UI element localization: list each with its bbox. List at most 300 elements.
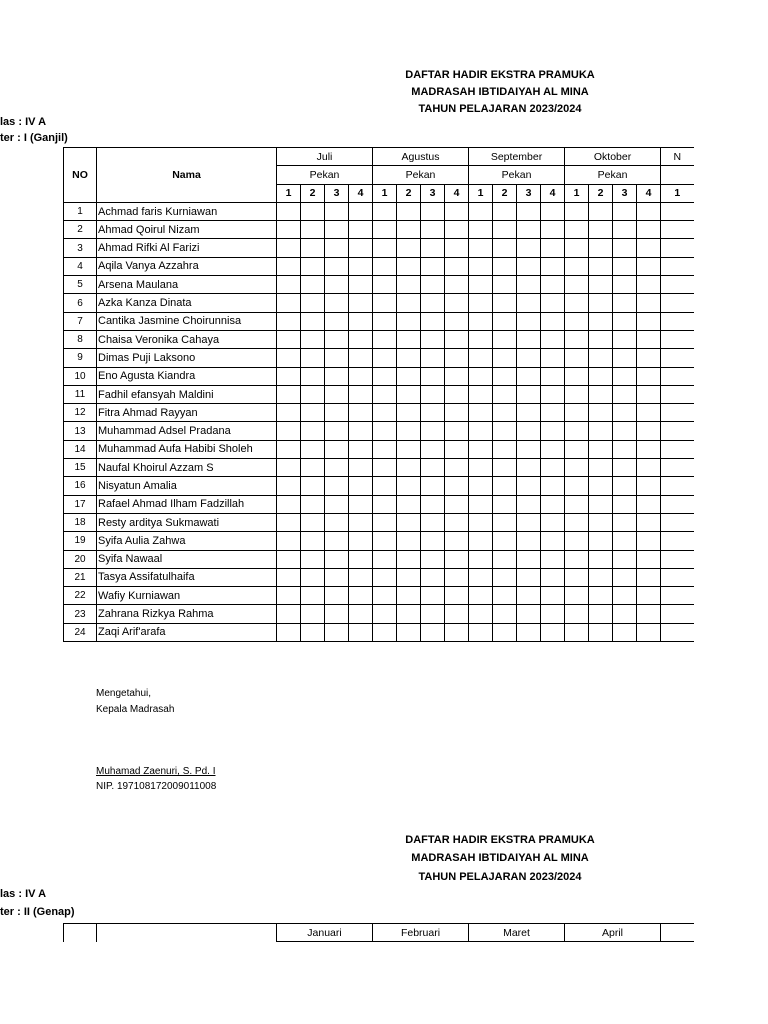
student-number: 6 <box>64 294 97 312</box>
table-row <box>64 276 694 294</box>
student-name: Eno Agusta Kiandra <box>97 367 277 385</box>
document-title-line-2: MADRASAH IBTIDAIYAH AL MINA <box>411 86 589 98</box>
attendance-cell <box>301 495 325 513</box>
table-row <box>64 623 694 641</box>
attendance-cell <box>445 294 469 312</box>
attendance-table <box>63 147 694 642</box>
attendance-cell <box>661 477 694 495</box>
student-number: 4 <box>64 257 97 275</box>
attendance-cell <box>541 312 565 330</box>
table-row <box>64 440 694 458</box>
attendance-cell <box>301 477 325 495</box>
attendance-cell <box>469 587 493 605</box>
student-number: 17 <box>64 495 97 513</box>
table-row <box>64 367 694 385</box>
attendance-cell <box>397 422 421 440</box>
attendance-cell <box>589 422 613 440</box>
attendance-cell <box>373 532 397 550</box>
attendance-cell <box>421 587 445 605</box>
attendance-cell <box>325 404 349 422</box>
student-number: 19 <box>64 532 97 550</box>
attendance-cell <box>277 312 301 330</box>
attendance-cell <box>565 550 589 568</box>
attendance-cell <box>325 257 349 275</box>
attendance-cell <box>637 440 661 458</box>
attendance-cell <box>421 459 445 477</box>
attendance-cell <box>301 239 325 257</box>
attendance-cell <box>541 202 565 220</box>
attendance-cell <box>373 385 397 403</box>
attendance-cell <box>565 349 589 367</box>
attendance-cell <box>541 422 565 440</box>
week-number: 1 <box>565 184 589 202</box>
attendance-cell <box>325 276 349 294</box>
student-number: 23 <box>64 605 97 623</box>
attendance-cell <box>469 276 493 294</box>
attendance-cell <box>373 349 397 367</box>
student-name: Nisyatun Amalia <box>97 477 277 495</box>
attendance-cell <box>613 312 637 330</box>
attendance-cell <box>349 221 373 239</box>
attendance-cell <box>565 422 589 440</box>
attendance-cell <box>517 312 541 330</box>
attendance-cell <box>469 385 493 403</box>
table-row <box>64 257 694 275</box>
attendance-cell <box>541 367 565 385</box>
attendance-cell <box>469 422 493 440</box>
attendance-cell <box>421 385 445 403</box>
week-number: 4 <box>637 184 661 202</box>
attendance-cell <box>325 623 349 641</box>
attendance-cell <box>637 276 661 294</box>
attendance-cell <box>445 623 469 641</box>
attendance-cell <box>349 440 373 458</box>
attendance-cell <box>589 550 613 568</box>
attendance-cell <box>301 623 325 641</box>
attendance-cell <box>565 623 589 641</box>
student-name: Wafiy Kurniawan <box>97 587 277 605</box>
attendance-cell <box>613 605 637 623</box>
attendance-cell <box>421 202 445 220</box>
attendance-cell <box>565 239 589 257</box>
attendance-cell <box>493 605 517 623</box>
col-header-nama <box>97 924 277 942</box>
attendance-cell <box>301 385 325 403</box>
attendance-cell <box>493 385 517 403</box>
attendance-cell <box>661 349 694 367</box>
attendance-cell <box>445 440 469 458</box>
attendance-cell <box>565 294 589 312</box>
document-title-line-1: DAFTAR HADIR EKSTRA PRAMUKA <box>405 834 595 846</box>
attendance-cell <box>589 294 613 312</box>
attendance-cell <box>565 404 589 422</box>
attendance-cell <box>637 605 661 623</box>
attendance-cell <box>277 221 301 239</box>
col-header-no <box>64 924 97 942</box>
attendance-cell <box>517 349 541 367</box>
attendance-cell <box>445 385 469 403</box>
student-name: Syifa Nawaal <box>97 550 277 568</box>
attendance-cell <box>349 404 373 422</box>
attendance-cell <box>661 404 694 422</box>
attendance-cell <box>613 568 637 586</box>
attendance-cell <box>301 568 325 586</box>
week-number: 4 <box>541 184 565 202</box>
attendance-cell <box>517 385 541 403</box>
attendance-cell <box>301 404 325 422</box>
attendance-cell <box>517 404 541 422</box>
attendance-cell <box>445 349 469 367</box>
attendance-cell <box>493 257 517 275</box>
attendance-cell <box>517 587 541 605</box>
attendance-cell <box>493 239 517 257</box>
attendance-cell <box>349 605 373 623</box>
attendance-cell <box>421 404 445 422</box>
student-name: Muhammad Aufa Habibi Sholeh <box>97 440 277 458</box>
attendance-cell <box>493 422 517 440</box>
attendance-cell <box>349 294 373 312</box>
attendance-cell <box>277 440 301 458</box>
attendance-cell <box>301 550 325 568</box>
student-name: Rafael Ahmad Ilham Fadzillah <box>97 495 277 513</box>
attendance-cell <box>517 330 541 348</box>
attendance-cell <box>565 587 589 605</box>
semester-label: ter : I (Ganjil) <box>0 132 68 144</box>
attendance-cell <box>565 605 589 623</box>
attendance-cell <box>397 587 421 605</box>
student-number: 1 <box>64 202 97 220</box>
table-row <box>64 385 694 403</box>
attendance-cell <box>493 587 517 605</box>
attendance-cell <box>277 385 301 403</box>
attendance-cell <box>517 477 541 495</box>
attendance-cell <box>541 294 565 312</box>
attendance-cell <box>397 404 421 422</box>
attendance-cell <box>445 257 469 275</box>
attendance-cell <box>397 385 421 403</box>
student-name: Tasya Assifatulhaifa <box>97 568 277 586</box>
attendance-cell <box>325 294 349 312</box>
attendance-cell <box>589 257 613 275</box>
pekan-label: Pekan <box>469 166 565 184</box>
attendance-cell <box>301 605 325 623</box>
attendance-cell <box>565 532 589 550</box>
attendance-cell <box>661 330 694 348</box>
attendance-cell <box>349 513 373 531</box>
attendance-cell <box>277 459 301 477</box>
attendance-cell <box>397 459 421 477</box>
attendance-cell <box>349 330 373 348</box>
attendance-cell <box>589 568 613 586</box>
attendance-cell <box>421 349 445 367</box>
attendance-cell <box>373 330 397 348</box>
attendance-cell <box>661 385 694 403</box>
attendance-cell <box>517 221 541 239</box>
attendance-cell <box>589 221 613 239</box>
attendance-cell <box>589 495 613 513</box>
student-name: Aqila Vanya Azzahra <box>97 257 277 275</box>
attendance-cell <box>445 605 469 623</box>
table-row <box>64 404 694 422</box>
attendance-cell <box>637 202 661 220</box>
attendance-cell <box>637 532 661 550</box>
attendance-cell <box>301 367 325 385</box>
attendance-cell <box>517 623 541 641</box>
student-number: 16 <box>64 477 97 495</box>
attendance-cell <box>373 202 397 220</box>
attendance-cell <box>493 221 517 239</box>
attendance-cell <box>349 276 373 294</box>
attendance-cell <box>373 550 397 568</box>
attendance-cell <box>349 568 373 586</box>
attendance-cell <box>541 587 565 605</box>
week-number: 3 <box>325 184 349 202</box>
attendance-cell <box>637 312 661 330</box>
attendance-cell <box>637 568 661 586</box>
attendance-cell <box>445 550 469 568</box>
attendance-cell <box>277 568 301 586</box>
attendance-cell <box>589 276 613 294</box>
table-row <box>64 587 694 605</box>
attendance-cell <box>325 330 349 348</box>
attendance-cell <box>349 550 373 568</box>
attendance-cell <box>349 349 373 367</box>
attendance-cell <box>469 477 493 495</box>
attendance-cell <box>493 349 517 367</box>
attendance-cell <box>565 568 589 586</box>
attendance-cell <box>613 623 637 641</box>
attendance-cell <box>277 349 301 367</box>
month-september: September <box>469 148 565 166</box>
student-name: Achmad faris Kurniawan <box>97 202 277 220</box>
attendance-cell <box>493 623 517 641</box>
attendance-cell <box>469 257 493 275</box>
attendance-cell <box>589 459 613 477</box>
attendance-cell <box>277 495 301 513</box>
attendance-cell <box>637 330 661 348</box>
week-number: 2 <box>301 184 325 202</box>
attendance-cell <box>325 202 349 220</box>
attendance-cell <box>325 312 349 330</box>
student-name: Zahrana Rizkya Rahma <box>97 605 277 623</box>
attendance-cell <box>421 477 445 495</box>
attendance-cell <box>541 239 565 257</box>
attendance-cell <box>589 477 613 495</box>
attendance-cell <box>565 495 589 513</box>
attendance-cell <box>445 330 469 348</box>
attendance-cell <box>493 202 517 220</box>
attendance-cell <box>421 495 445 513</box>
acknowledged-label: Mengetahui, <box>96 688 152 699</box>
attendance-cell <box>565 202 589 220</box>
student-name: Zaqi Arif'arafa <box>97 623 277 641</box>
attendance-cell <box>469 459 493 477</box>
attendance-cell <box>397 477 421 495</box>
attendance-cell <box>325 385 349 403</box>
attendance-cell <box>445 513 469 531</box>
attendance-cell <box>637 422 661 440</box>
attendance-cell <box>325 459 349 477</box>
attendance-cell <box>373 221 397 239</box>
attendance-cell <box>541 568 565 586</box>
semester-label: ter : II (Genap) <box>0 906 75 918</box>
student-name: Arsena Maulana <box>97 276 277 294</box>
attendance-cell <box>493 532 517 550</box>
attendance-cell <box>469 550 493 568</box>
attendance-cell <box>613 349 637 367</box>
document-title-line-3: TAHUN PELAJARAN 2023/2024 <box>418 871 582 883</box>
week-number: 3 <box>517 184 541 202</box>
attendance-cell <box>613 385 637 403</box>
document-title-line-1: DAFTAR HADIR EKSTRA PRAMUKA <box>405 69 595 81</box>
attendance-cell <box>301 459 325 477</box>
attendance-cell <box>397 513 421 531</box>
student-number: 5 <box>64 276 97 294</box>
attendance-cell <box>301 221 325 239</box>
attendance-cell <box>589 623 613 641</box>
attendance-cell <box>397 367 421 385</box>
attendance-cell <box>277 422 301 440</box>
student-name: Ahmad Qoirul Nizam <box>97 221 277 239</box>
attendance-cell <box>565 276 589 294</box>
attendance-cell <box>517 422 541 440</box>
attendance-cell <box>469 239 493 257</box>
student-number: 18 <box>64 513 97 531</box>
attendance-cell <box>349 587 373 605</box>
week-number: 2 <box>397 184 421 202</box>
attendance-cell <box>397 349 421 367</box>
attendance-cell <box>613 422 637 440</box>
attendance-cell <box>469 330 493 348</box>
week-number: 3 <box>421 184 445 202</box>
table-row <box>64 294 694 312</box>
table-row <box>64 202 694 220</box>
attendance-cell <box>661 422 694 440</box>
attendance-cell <box>421 221 445 239</box>
attendance-cell <box>349 385 373 403</box>
document-title-line-3: TAHUN PELAJARAN 2023/2024 <box>418 103 582 115</box>
attendance-cell <box>517 202 541 220</box>
attendance-cell <box>445 568 469 586</box>
attendance-cell <box>541 257 565 275</box>
attendance-cell <box>661 367 694 385</box>
pekan-label: Pekan <box>277 166 373 184</box>
attendance-cell <box>469 367 493 385</box>
attendance-cell <box>517 495 541 513</box>
month-juli: Juli <box>277 148 373 166</box>
attendance-cell <box>541 221 565 239</box>
attendance-cell <box>589 367 613 385</box>
attendance-cell <box>373 422 397 440</box>
attendance-cell <box>277 550 301 568</box>
attendance-cell <box>397 440 421 458</box>
attendance-cell <box>301 330 325 348</box>
attendance-cell <box>277 587 301 605</box>
attendance-cell <box>301 257 325 275</box>
attendance-cell <box>397 623 421 641</box>
attendance-cell <box>517 239 541 257</box>
attendance-cell <box>661 221 694 239</box>
attendance-cell <box>637 385 661 403</box>
student-number: 20 <box>64 550 97 568</box>
attendance-cell <box>277 477 301 495</box>
attendance-cell <box>637 367 661 385</box>
month-maret: Maret <box>469 924 565 942</box>
attendance-cell <box>565 257 589 275</box>
attendance-cell <box>493 440 517 458</box>
attendance-cell <box>301 276 325 294</box>
attendance-cell <box>421 513 445 531</box>
attendance-cell <box>637 495 661 513</box>
attendance-cell <box>301 294 325 312</box>
attendance-cell <box>493 550 517 568</box>
attendance-cell <box>373 404 397 422</box>
attendance-cell <box>301 422 325 440</box>
attendance-cell <box>349 257 373 275</box>
student-name: Muhammad Adsel Pradana <box>97 422 277 440</box>
attendance-cell <box>517 294 541 312</box>
attendance-cell <box>541 477 565 495</box>
attendance-cell <box>493 367 517 385</box>
attendance-cell <box>373 495 397 513</box>
attendance-cell <box>301 513 325 531</box>
table-row <box>64 568 694 586</box>
month-agustus: Agustus <box>373 148 469 166</box>
attendance-cell <box>421 605 445 623</box>
attendance-cell <box>637 477 661 495</box>
attendance-cell <box>613 532 637 550</box>
attendance-cell <box>421 257 445 275</box>
attendance-cell <box>469 202 493 220</box>
col-header-nama: Nama <box>97 148 277 203</box>
attendance-cell <box>445 367 469 385</box>
table-row <box>64 459 694 477</box>
attendance-cell <box>301 440 325 458</box>
attendance-cell <box>565 330 589 348</box>
attendance-cell <box>325 513 349 531</box>
attendance-cell <box>589 239 613 257</box>
attendance-cell <box>661 568 694 586</box>
attendance-cell <box>277 330 301 348</box>
table-row <box>64 349 694 367</box>
table-row <box>64 477 694 495</box>
attendance-cell <box>277 367 301 385</box>
attendance-cell <box>373 367 397 385</box>
attendance-cell <box>613 513 637 531</box>
attendance-cell <box>637 294 661 312</box>
attendance-cell <box>445 532 469 550</box>
month-truncated: N <box>661 148 694 166</box>
attendance-cell <box>421 422 445 440</box>
student-name: Naufal Khoirul Azzam S <box>97 459 277 477</box>
attendance-cell <box>469 568 493 586</box>
attendance-cell <box>613 587 637 605</box>
attendance-cell <box>325 550 349 568</box>
col-header-no: NO <box>64 148 97 203</box>
attendance-cell <box>493 513 517 531</box>
attendance-cell <box>397 202 421 220</box>
month-februari: Februari <box>373 924 469 942</box>
attendance-cell <box>589 202 613 220</box>
attendance-cell <box>445 477 469 495</box>
attendance-cell <box>277 513 301 531</box>
attendance-cell <box>325 221 349 239</box>
student-number: 15 <box>64 459 97 477</box>
attendance-cell <box>421 276 445 294</box>
attendance-cell <box>565 477 589 495</box>
student-name: Syifa Aulia Zahwa <box>97 532 277 550</box>
week-number: 2 <box>493 184 517 202</box>
